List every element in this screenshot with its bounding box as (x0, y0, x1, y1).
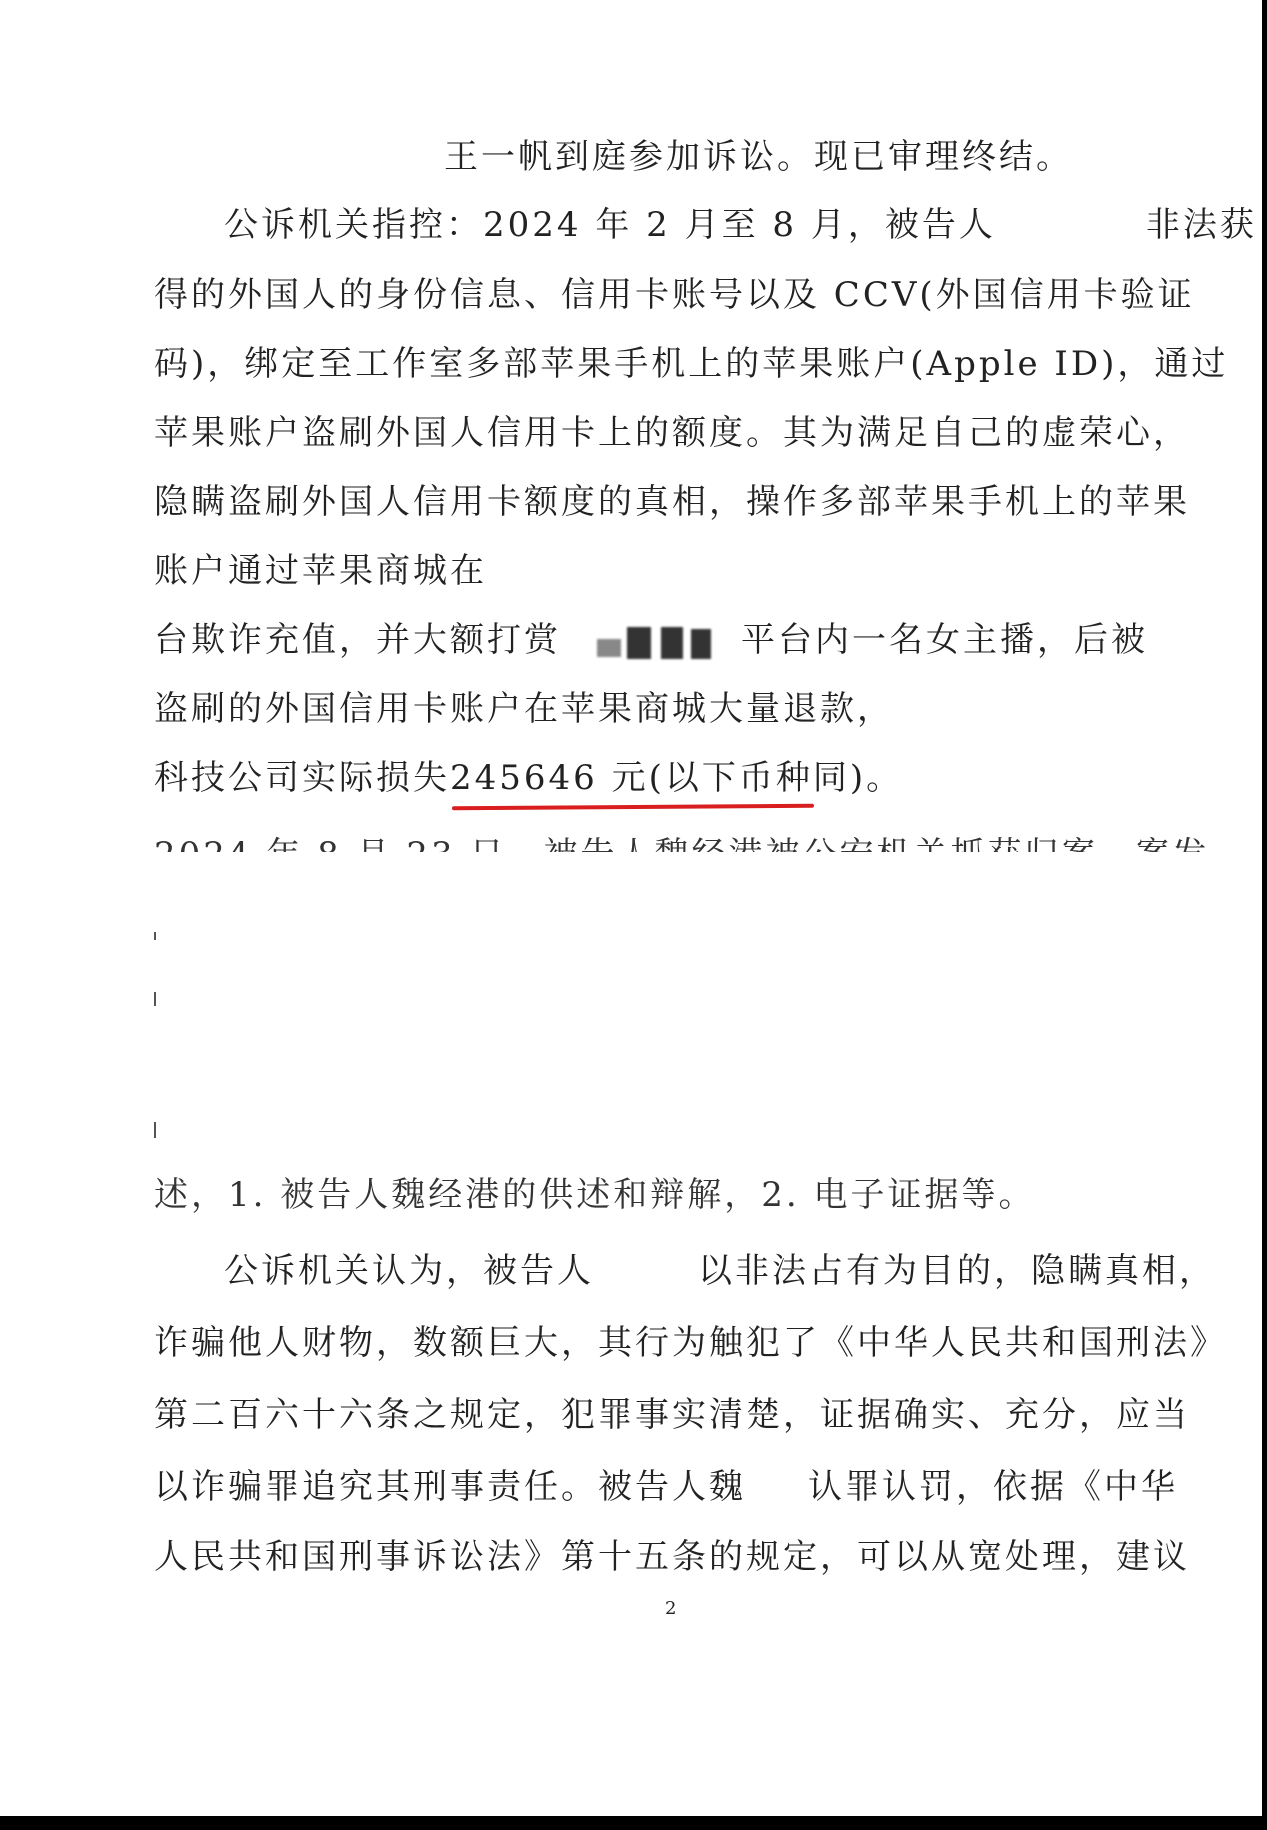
cut-text-strip-top (154, 838, 1209, 852)
text-line-6 (154, 479, 1190, 525)
red-underline-mark (452, 804, 814, 811)
text-segment: 得的外国人的身份信息、信用卡账号以及 CCV(外国信用卡验证 (154, 275, 1195, 315)
text-segment: 第二百六十六条之规定，犯罪事实清楚，证据确实、充分，应当 (154, 1395, 1190, 1435)
text-line-9 (154, 686, 894, 732)
text-segment: 诈骗他人财物，数额巨大，其行为触犯了《中华人民共和国刑法》 (154, 1323, 1227, 1363)
text-line-5 (154, 410, 1190, 456)
text-line-10 (154, 755, 903, 801)
text-line-1 (444, 134, 1073, 180)
text-line-11 (224, 1248, 1216, 1294)
text-line-14 (154, 1464, 1178, 1510)
text-line-4 (154, 341, 1228, 387)
text-segment: 人民共和国刑事诉讼法》第十五条的规定，可以从宽处理，建议 (154, 1537, 1190, 1577)
loss-amount-highlight: 245646 元(以下币种同) (450, 758, 867, 798)
text-segment: 隐瞒盗刷外国人信用卡额度的真相，操作多部苹果手机上的苹果 (154, 482, 1190, 522)
text-segment: 以诈骗罪追究其刑事责任。被告人魏 (154, 1467, 746, 1507)
text-segment: 以非法占有为目的，隐瞒真相， (698, 1251, 1216, 1291)
text-line-12 (154, 1320, 1227, 1366)
text-segment: 码)，绑定至工作室多部苹果手机上的苹果账户(Apple ID)，通过 (154, 344, 1229, 384)
mosaic-redaction (561, 625, 741, 659)
text-line-8 (154, 617, 1148, 663)
text-segment: 公诉机关认为，被告人 (224, 1251, 594, 1291)
text-segment: 认罪认罚，依据《中华 (808, 1467, 1178, 1507)
text-segment: 台欺诈充值，并大额打赏 (154, 620, 561, 660)
text-line-15 (154, 1534, 1190, 1580)
redacted-name (996, 207, 1146, 247)
text-segment: 账户通过苹果商城在 (154, 551, 487, 591)
text-segment: 盗刷的外国信用卡账户在苹果商城大量退款， (154, 689, 894, 729)
text-segment: 。 (866, 758, 904, 798)
text-segment: 平台内一名女主播，后被 (741, 620, 1148, 660)
text-line-7 (154, 548, 487, 591)
redacted-name (594, 1253, 698, 1293)
text-line-2 (224, 202, 1257, 248)
residual-mark (154, 992, 156, 1006)
residual-mark (154, 1122, 156, 1138)
cut-text-strip-bottom (154, 1175, 1036, 1215)
scan-edge-bottom (0, 1816, 1267, 1830)
blank-redacted-area (0, 852, 1262, 1192)
text-segment: 非法获 (1145, 205, 1257, 245)
redacted-name (746, 1469, 808, 1509)
text-segment: 苹果账户盗刷外国人信用卡上的额度。其为满足自己的虚荣心， (154, 413, 1190, 453)
text-line-13 (154, 1392, 1190, 1438)
text-segment: 王一帆到庭参加诉讼。现已审理终结。 (444, 137, 1073, 177)
text-segment: 科技公司实际损失 (154, 758, 450, 798)
page-number: 2 (665, 1598, 677, 1619)
text-line-3 (154, 272, 1195, 318)
text-segment: 述，1. 被告人魏经港的供述和辩解，2. 电子证据等。 (154, 1175, 1036, 1215)
scan-edge-right (1262, 0, 1267, 1830)
text-segment: 公诉机关指控：2024 年 2 月至 8 月，被告人 (224, 205, 996, 245)
residual-mark (154, 932, 156, 940)
